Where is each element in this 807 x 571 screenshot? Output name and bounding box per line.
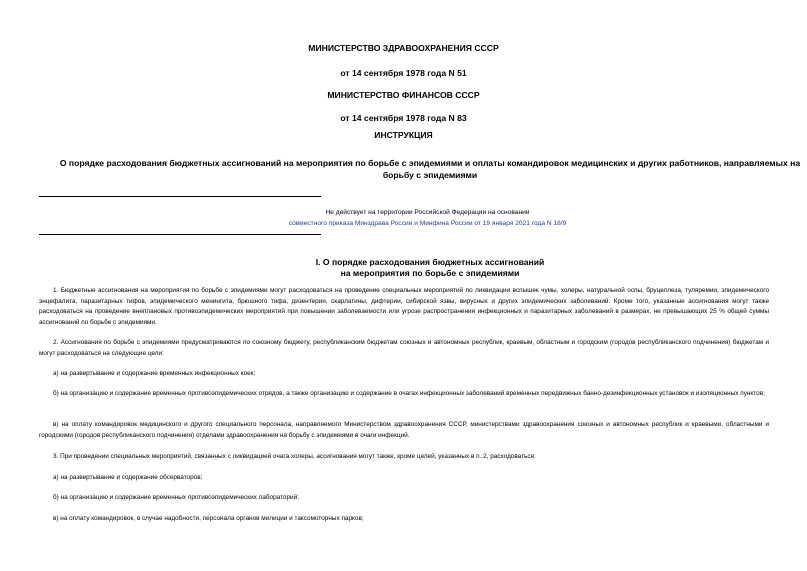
divider-top [39,196,321,197]
paragraph-3v: в) на оплату командировок, в случае надобности, персонала органов милиции и таксомоторных парков; [53,515,364,522]
paragraph-3: 3. При проведении специальных мероприятий, связанных с ликвидацией очага холеры, ассигнования могут также, кроме целей, указанных в п. 2, расходоваться: [53,453,536,460]
paragraph-2a: а) на развертывание и содержание временных инфекционных коек; [53,370,256,377]
validity-notice-text: Не действует на территории Российской Федерации на основании [325,209,530,216]
repeal-order-link[interactable]: совместного приказа Минздрава России и Минфина России от 19 января 2021 года N 18/9 [288,220,567,227]
validity-notice [180,207,675,229]
paragraph-2: 2. Ассигнования по борьбе с эпидемиями предусматриваются по союзному бюджету, республиканским бюджетам союзных и автономных республик, краевым, областным и городским (городов республиканского подчинения) бюджетам и могут расходоваться на следующие цели: [39,339,769,357]
decree-83-date: от 14 сентября 1978 года N 83 [340,113,467,123]
decree-51-date: от 14 сентября 1978 года N 51 [340,68,467,78]
ministry-health-heading: МИНИСТЕРСТВО ЗДРАВООХРАНЕНИЯ СССР [308,43,499,53]
section-title-line-2: на мероприятия по борьбе с эпидемиями [340,268,520,278]
paragraph-2v: в) на оплату командировок медицинского и другого специального персонала, направляемого Министерством здравоохранения СССР, министерствами здравоохранения союзных и автономных республик и краевыми, областными и городскими (городов республиканского подчинения) отделами здравоохранения на борьбу с эпидемиями в очаги инфекций. [39,421,769,439]
ministry-finance-heading: МИНИСТЕРСТВО ФИНАНСОВ СССР [327,90,480,100]
section-title-line-1: I. О порядке расходования бюджетных ассигнований [315,257,545,267]
document-subtitle: О порядке расходования бюджетных ассигнований на мероприятия по борьбе с эпидемиями и оплаты командировок медицинских и других работников, направляемых на борьбу с эпидемиями [59,158,801,180]
section-title [50,257,807,279]
paragraph-3b: б) на организацию и содержание временных противоэпидемических лабораторий; [53,494,299,501]
paragraph-1: 1. Бюджетные ассигнования на мероприятия по борьбе с эпидемиями могут расходоваться на проведение специальных мероприятий по ликвидации вспышек чумы, холеры, натуральной оспы, бруцеллеза, туляремии, эпидемического энцефалита, паразитарных тифов, эпидемического менингита, брюшного тифа, дизентерии, скарлатины, дифтерии, сибирской язвы, вирусных и других эпидемических заболеваний. Кроме того, указанные ассигнования могут также расходоваться на проведение внеплановых противоэпидемических мероприятий при повышении заболеваемости или угрозе распространения инфекционных и паразитарных заболеваний в размерах, не превышающих 25 % общей суммы ассигнований по борьбе с эпидемиями. [39,287,769,326]
divider-bottom [39,234,321,235]
paragraph-3a: а) на развертывание и содержание обсерваторов; [53,474,203,481]
document-type-heading: ИНСТРУКЦИЯ [374,130,433,140]
paragraph-2b: б) на организацию и содержание временных противоэпидемических отрядов, а также организацию и содержание в очагах инфекционных заболеваний временных передвижных банно-дезинфекционных установок и изоляционных пунктов; [53,390,765,397]
